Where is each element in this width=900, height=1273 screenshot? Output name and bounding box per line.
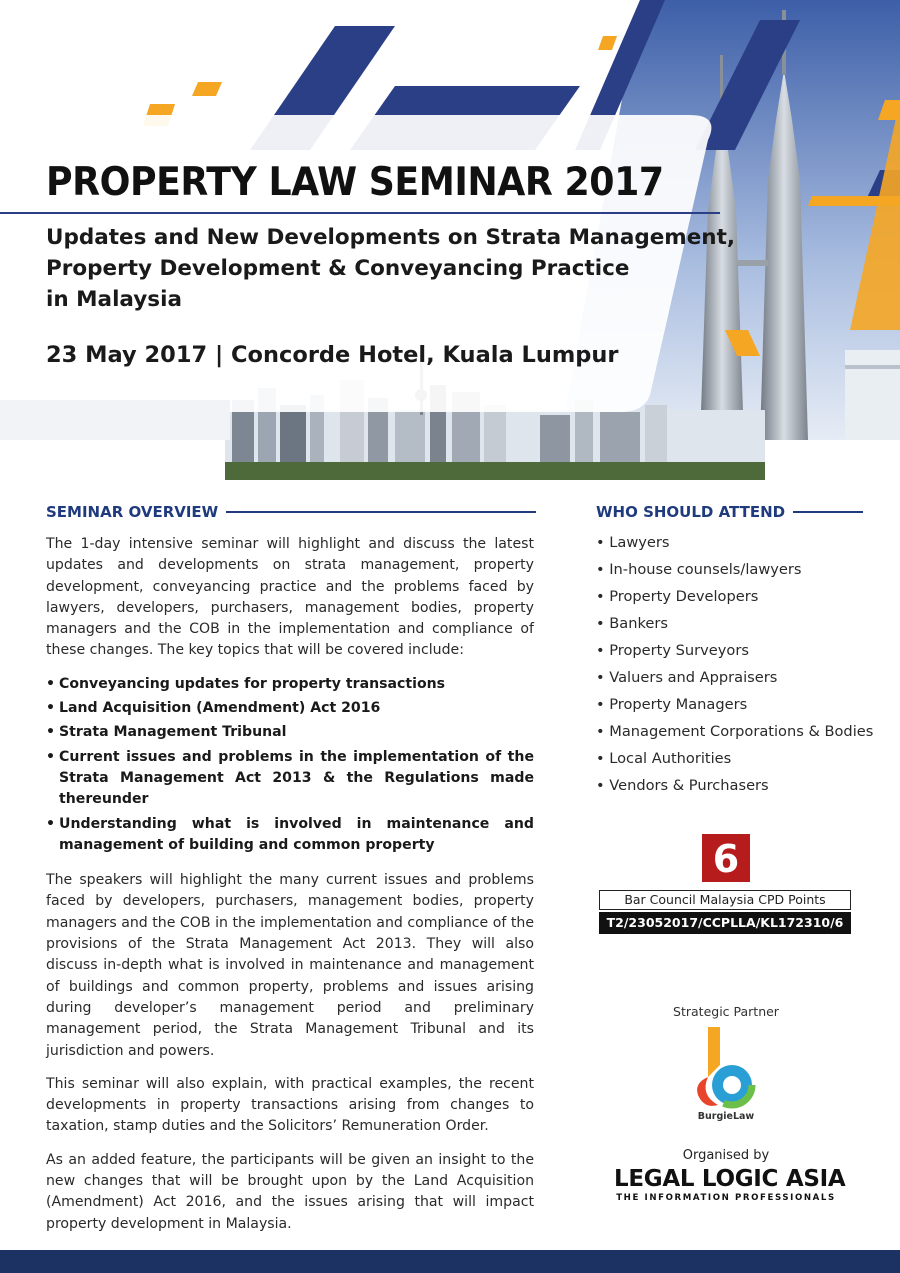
list-item: • Current issues and problems in the implementation of the Strata Management Act 2013 & the Regulations made thereunder <box>46 747 534 811</box>
list-item: • Valuers and Appraisers <box>596 667 873 694</box>
overview-paragraph: This seminar will also explain, with practical examples, the recent developments in property transactions arising from changes to taxation, stamp duties and the Solicitors’ Remuneration Order. <box>46 1075 534 1135</box>
burgielaw-name: BurgieLaw <box>697 1111 755 1122</box>
overview-heading <box>46 503 536 521</box>
overview-body <box>46 534 534 1247</box>
list-item: • Local Authorities <box>596 748 873 775</box>
seminar-subtitle <box>46 222 736 315</box>
list-item: • Understanding what is involved in maintenance and management of building and common property <box>46 814 534 857</box>
key-topics-list <box>46 674 534 856</box>
list-item: • Property Surveyors <box>596 640 873 667</box>
list-item: • Strata Management Tribunal <box>46 722 534 743</box>
list-item: • Conveyancing updates for property transactions <box>46 674 534 695</box>
overview-intro: The 1-day intensive seminar will highlight and discuss the latest updates and developments on strata management, property development, conveyancing practice and the problems faced by lawyers, developers, purchasers, management bodies, property managers and the COB in the implementation and compliance of these changes. The key topics that will be covered include: <box>46 536 534 659</box>
hero-banner <box>0 0 900 480</box>
attendee-list <box>596 532 873 802</box>
attend-heading-text: WHO SHOULD ATTEND <box>596 503 786 521</box>
cpd-label: Bar Council Malaysia CPD Points <box>599 890 851 910</box>
heading-rule <box>793 511 863 513</box>
page-title: PROPERTY LAW SEMINAR 2017 <box>46 160 664 205</box>
burgielaw-logo-icon <box>690 1025 760 1111</box>
cpd-code: T2/23052017/CCPLLA/KL172310/6 <box>599 912 851 934</box>
footer-bar <box>0 1250 900 1273</box>
subtitle-line: Updates and New Developments on Strata Management, <box>46 225 736 250</box>
subtitle-line: in Malaysia <box>46 287 182 312</box>
attend-heading <box>596 503 863 521</box>
list-item: • Bankers <box>596 613 873 640</box>
subtitle-line: Property Development & Conveyancing Practice <box>46 256 630 281</box>
title-divider <box>0 212 720 214</box>
list-item: • Property Developers <box>596 586 873 613</box>
overview-heading-text: SEMINAR OVERVIEW <box>46 503 219 521</box>
date-venue: 23 May 2017 | Concorde Hotel, Kuala Lumpur <box>46 342 619 368</box>
list-item: • Lawyers <box>596 532 873 559</box>
legal-logic-asia-logo: LEGAL LOGIC ASIA <box>614 1166 846 1192</box>
cpd-points-badge: 6 <box>702 834 750 882</box>
list-item: • In-house counsels/lawyers <box>596 559 873 586</box>
partner-label: Strategic Partner <box>673 1004 779 1019</box>
overview-paragraph: As an added feature, the participants will be given an insight to the new changes that will be brought upon by the Land Acquisition (Amendment) Act 2016, and the issues arising that will impact property development in Malaysia. <box>46 1151 534 1232</box>
organiser-tagline: THE INFORMATION PROFESSIONALS <box>616 1193 836 1203</box>
list-item: • Vendors & Purchasers <box>596 775 873 802</box>
list-item: • Land Acquisition (Amendment) Act 2016 <box>46 698 534 719</box>
list-item: • Management Corporations & Bodies <box>596 721 873 748</box>
overview-paragraph: The speakers will highlight the many current issues and problems faced by developers, purchasers, management bodies, property managers and the COB in the implementation and compliance of the provisions of the Strata Management Act 2013. They will also discuss in-depth what is involved in maintenance and management of buildings and common property, problems and issues arising during developer’s management period and preliminary management period, the Strata Management Tribunal and its jurisdiction and powers. <box>46 872 534 1059</box>
heading-rule <box>226 511 536 513</box>
list-item: • Property Managers <box>596 694 873 721</box>
organiser-label: Organised by <box>682 1148 770 1163</box>
